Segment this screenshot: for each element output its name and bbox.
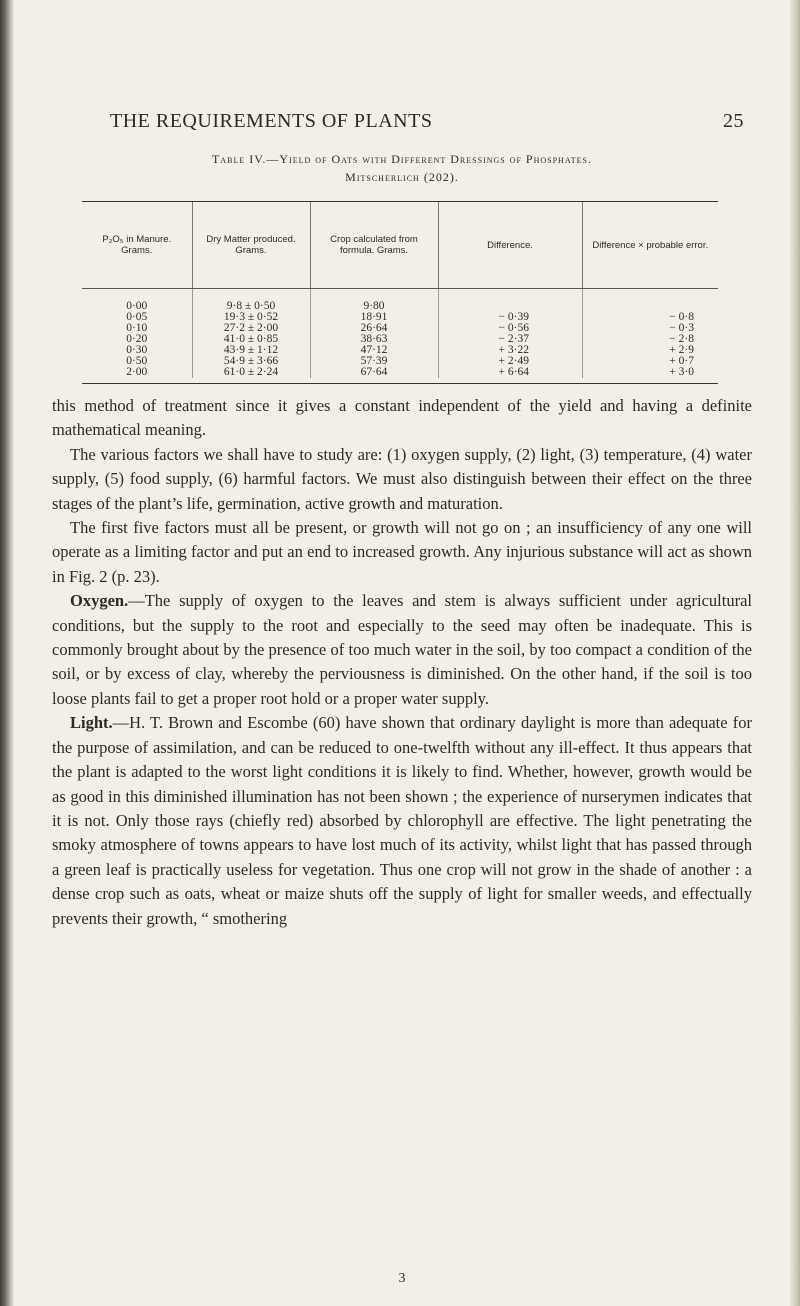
running-head: [52, 110, 752, 136]
signature-mark: 3: [398, 1271, 406, 1286]
cell-difference-error: − 0·3: [582, 323, 718, 334]
paragraph: The various factors we shall have to study are: (1) oxygen supply, (2) light, (3) temperature, (4) water supply, (5) food supply, (6) harmful factors. We must also distinguish between their effect on the three stages of the plant’s life, germination, active growth and maturation.: [52, 444, 752, 513]
cell-crop: 18·91: [310, 312, 438, 323]
cell-difference: − 0·39: [438, 312, 582, 323]
table-header-row: [82, 202, 718, 289]
header-difference-error: Difference × probable error.: [582, 202, 718, 289]
table-row: [82, 345, 718, 356]
running-head-title: THE REQUIREMENTS OF PLANTS: [110, 110, 433, 132]
book-page: [52, 0, 752, 1306]
yield-table: [82, 201, 718, 384]
cell-difference-error: + 3·0: [582, 367, 718, 378]
cell-dry-matter: 9·8 ± 0·50: [192, 289, 310, 313]
cell-crop: 57·39: [310, 356, 438, 367]
cell-crop: 38·63: [310, 334, 438, 345]
cell-crop: 67·64: [310, 367, 438, 378]
cell-difference: + 6·64: [438, 367, 582, 378]
cell-difference-error: − 2·8: [582, 334, 718, 345]
cell-p2o5: 2·00: [126, 366, 148, 378]
cell-dry-matter: 61·0 ± 2·24: [192, 367, 310, 378]
body-text: [52, 394, 752, 931]
table-row: [82, 312, 718, 323]
header-dry-matter: Dry Matter produced. Grams.: [192, 202, 310, 289]
page-edge-shadow: [790, 0, 800, 1306]
cell-difference: − 2·37: [438, 334, 582, 345]
cell-difference-error: + 2·9: [582, 345, 718, 356]
cell-difference-error: [582, 289, 718, 313]
table-caption-title: Table IV.—Yield of Oats with Different Dressings of Phosphates.: [212, 152, 592, 166]
cell-difference: [438, 289, 582, 313]
table-caption: [52, 150, 752, 186]
cell-dry-matter: 27·2 ± 2·00: [192, 323, 310, 334]
header-crop-calculated: Crop calculated from formula. Grams.: [310, 202, 438, 289]
cell-dry-matter: 19·3 ± 0·52: [192, 312, 310, 323]
table-row: [82, 334, 718, 345]
header-p2o5: P₂O₅ in Manure. Grams.: [82, 202, 192, 289]
table-row: [82, 356, 718, 367]
cell-p2o5: 0·20: [126, 333, 148, 345]
table-row: [82, 289, 718, 313]
cell-dry-matter: 43·9 ± 1·12: [192, 345, 310, 356]
section-heading-oxygen: Oxygen.: [70, 591, 129, 611]
cell-dry-matter: 54·9 ± 3·66: [192, 356, 310, 367]
page-number: 25: [723, 110, 744, 132]
cell-crop: 47·12: [310, 345, 438, 356]
paragraph: The first five factors must all be present, or growth will not go on ; an insufficiency of any one will operate as a limiting factor and put an end to increased growth. Any injurious substance will act as shown in Fig. 2 (p. 23).: [52, 518, 752, 586]
cell-crop: 26·64: [310, 323, 438, 334]
header-difference: Difference.: [438, 202, 582, 289]
section-heading-light: Light.: [70, 713, 113, 733]
table-row: [82, 323, 718, 334]
cell-difference-error: − 0·8: [582, 312, 718, 323]
cell-p2o5: 0·30: [126, 344, 148, 356]
cell-p2o5: 0·00: [126, 300, 148, 312]
paragraph-light-text: —H. T. Brown and Escombe (60) have shown that ordinary daylight is more than adequate for the purpose of assimilation, and can be reduced to one-twelfth without any ill-effect. It thus appears that the plant is adapted to the worst light conditions it is likely to find. Whether, however, growth would be as good in this diminished illumination has not been shown ; the experience of nurserymen indicates that it is not. Only those rays (chiefly red) absorbed by chlorophyll are effective. The light penetrating the smoky atmosphere of towns appears to have lost much of its activity, whilst light that has passed through a green leaf is practically useless for vegetation. Thus one crop will not grow in the shade of another : a dense crop such as oats, wheat or maize shuts off the supply of light for smaller weeds, and effectually prevents their growth, “ smothering: [52, 713, 752, 928]
cell-difference: + 3·22: [438, 345, 582, 356]
page-binding-shadow: [0, 0, 14, 1306]
cell-p2o5: 0·50: [126, 355, 148, 367]
cell-p2o5: 0·10: [126, 322, 148, 334]
cell-crop: 9·80: [310, 289, 438, 313]
paragraph-oxygen: [52, 589, 752, 711]
table-row: [82, 367, 718, 378]
cell-difference: + 2·49: [438, 356, 582, 367]
paragraph: this method of treatment since it gives a constant independent of the yield and having a definite mathematical meaning.: [52, 396, 752, 440]
table-caption-source: Mitscherlich (202).: [345, 170, 459, 184]
paragraph-light: [52, 711, 752, 931]
cell-difference: − 0·56: [438, 323, 582, 334]
paragraph-oxygen-text: —The supply of oxygen to the leaves and stem is always sufficient under agricultural conditions, but the supply to the root and especially to the seed may often be inadequate. This is commonly brought about by the presence of too much water in the soil, by too compact a condition of the soil, or by excess of clay, whereby the perviousness is diminished. On the other hand, if the soil is too loose plants fail to get a proper root hold or a proper water supply.: [52, 591, 752, 708]
cell-difference-error: + 0·7: [582, 356, 718, 367]
cell-dry-matter: 41·0 ± 0·85: [192, 334, 310, 345]
cell-p2o5: 0·05: [126, 311, 148, 323]
